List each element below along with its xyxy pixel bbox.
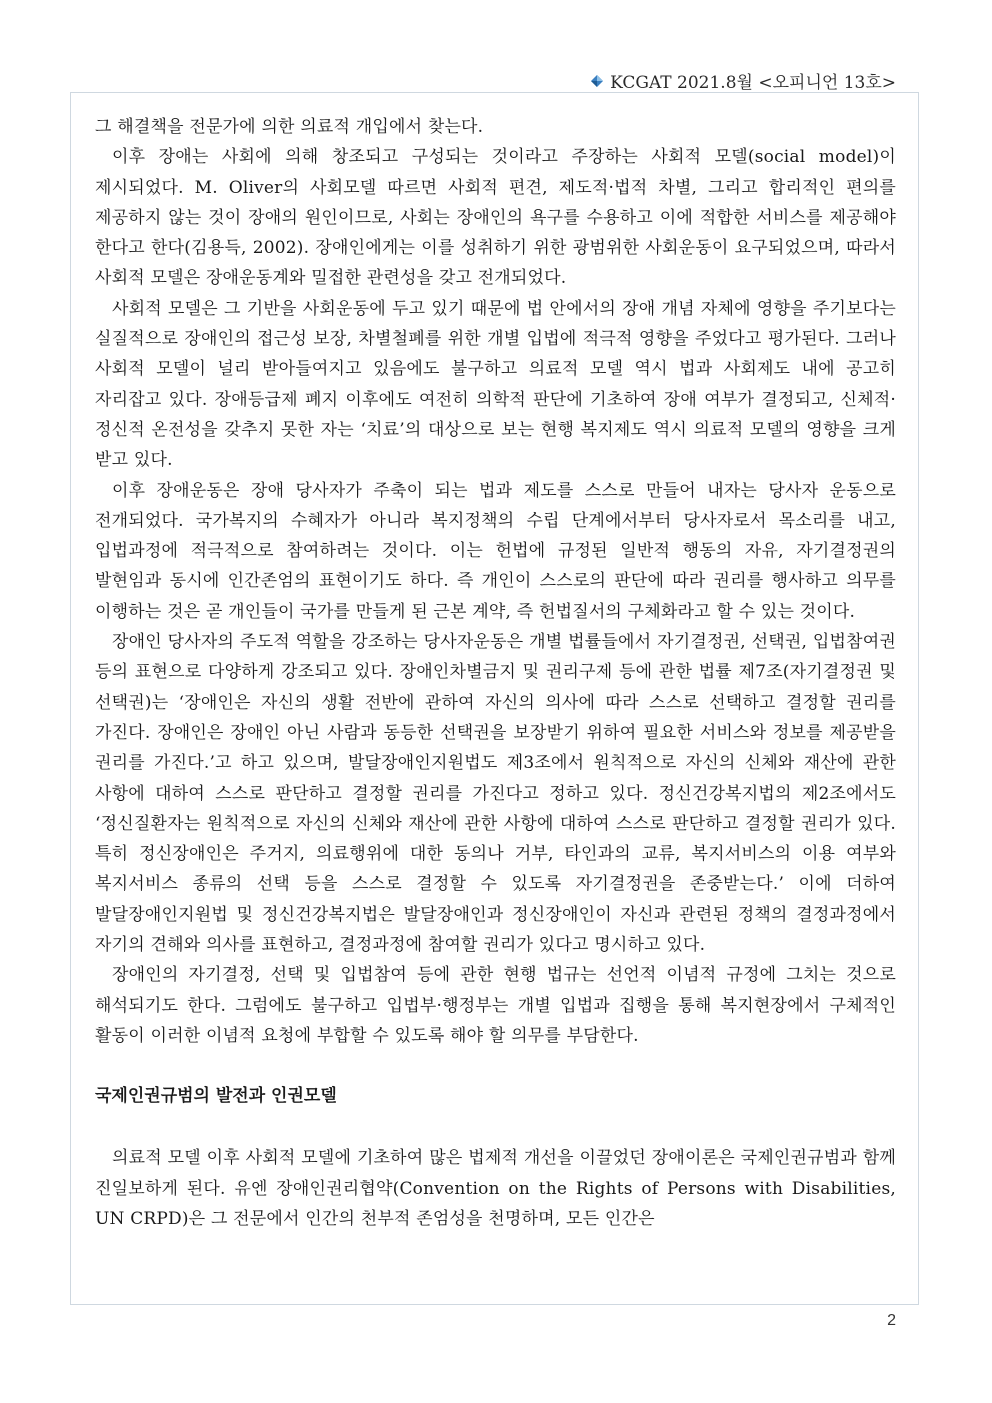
header-text: KCGAT 2021.8월 <오피니언 13호> [610, 73, 896, 93]
page-number: 2 [887, 1312, 896, 1329]
paragraph: 그 해결책을 전문가에 의한 의료적 개입에서 찾는다. [95, 117, 484, 137]
paragraph: 이후 장애운동은 장애 당사자가 주축이 되는 법과 제도를 스스로 만들어 내자는 당사자 운동으로 전개되었다. 국가복지의 수혜자가 아니라 복지정책의 수립 단계에서부터 당사자로서 목소리를 내고, 입법과정에 적극적으로 참여하려는 것이다. 이는 헌법에 규정된 일반적 행동의 자유, 자기결정권의 발현임과 동시에 인간존엄의 표현이기도 하다. 즉 개인이 스스로의 판단에 따라 권리를 행사하고 의무를 이행하는 것은 곧 개인들이 국가를 만들게 된 근본 계약, 즉 헌법질서의 구체화라고 할 수 있는 것이다. [95, 480, 896, 622]
paragraph: 장애인 당사자의 주도적 역할을 강조하는 당사자운동은 개별 법률들에서 자기결정권, 선택권, 입법참여권 등의 표현으로 다양하게 강조되고 있다. 장애인차별금지 및 권리구제 등에 관한 법률 제7조(자기결정권 및 선택권)는 ‘장애인은 자신의 생활 전반에 관하여 자신의 의사에 따라 스스로 선택하고 결정할 권리를 가진다. 장애인은 장애인 아닌 사람과 동등한 선택권을 보장받기 위하여 필요한 서비스와 정보를 제공받을 권리를 가진다.’고 하고 있으며, 발달장애인지원법도 제3조에서 원칙적으로 자신의 신체와 재산에 관한 사항에 대하여 스스로 판단하고 결정할 권리를 가진다고 정하고 있다. 정신건강복지법의 제2조에서도 ‘정신질환자는 원칙적으로 자신의 신체와 재산에 관한 사항에 대하여 스스로 판단하고 결정할 권리가 있다. 특히 정신장애인은 주거지, 의료행위에 대한 동의나 거부, 타인과의 교류, 복지서비스의 이용 여부와 복지서비스 종류의 선택 등을 스스로 결정할 수 있도록 자기결정권을 존중받는다.’ 이에 더하여 발달장애인지원법 및 정신건강복지법은 발달장애인과 정신장애인이 자신과 관련된 정책의 결정과정에서 자기의 견해와 의사를 표현하고, 결정과정에 참여할 권리가 있다고 명시하고 있다. [95, 632, 896, 956]
paragraph: 사회적 모델은 그 기반을 사회운동에 두고 있기 때문에 법 안에서의 장애 개념 자체에 영향을 주기보다는 실질적으로 장애인의 접근성 보장, 차별철폐를 위한 개별 입법에 적극적 영향을 주었다고 평가된다. 그러나 사회적 모델이 널리 받아들여지고 있음에도 불구하고 의료적 모델 역시 법과 사회제도 내에 공고히 자리잡고 있다. 장애등급제 폐지 이후에도 여전히 의학적 판단에 기초하여 장애 여부가 결정되고, 신체적·정신적 온전성을 갖추지 못한 자는 ‘치료’의 대상으로 보는 현행 복지제도 역시 의료적 모델의 영향을 크게 받고 있다. [95, 298, 896, 471]
document-body [95, 112, 896, 1234]
paragraph: 장애인의 자기결정, 선택 및 입법참여 등에 관한 현행 법규는 선언적 이념적 규정에 그치는 것으로 해석되기도 한다. 그럼에도 불구하고 입법부·행정부는 개별 입법과 집행을 통해 복지현장에서 구체적인 활동이 이러한 이념적 요청에 부합할 수 있도록 해야 할 의무를 부담한다. [95, 965, 896, 1046]
page-header [590, 68, 896, 93]
paragraph: 이후 장애는 사회에 의해 창조되고 구성되는 것이라고 주장하는 사회적 모델(social model)이 제시되었다. M. Oliver의 사회모델 따르면 사회적 편견, 제도적·법적 차별, 그리고 합리적인 편의를 제공하지 않는 것이 장애의 원인이므로, 사회는 장애인의 욕구를 수용하고 이에 적합한 서비스를 제공해야 한다고 한다(김용득, 2002). 장애인에게는 이를 성취하기 위한 광범위한 사회운동이 요구되었으며, 따라서 사회적 모델은 장애운동계와 밀접한 관련성을 갖고 전개되었다. [95, 147, 896, 289]
paragraph: 의료적 모델 이후 사회적 모델에 기초하여 많은 법제적 개선을 이끌었던 장애이론은 국제인권규범과 함께 진일보하게 된다. 유엔 장애인권리협약(Convention on the Rights of Persons with Disabilities, UN CRPD)은 그 전문에서 인간의 천부적 존엄성을 천명하며, 모든 인간은 [95, 1148, 896, 1229]
section-heading: 국제인권규범의 발전과 인권모델 [95, 1086, 337, 1107]
diamond-logo-icon [590, 74, 604, 88]
